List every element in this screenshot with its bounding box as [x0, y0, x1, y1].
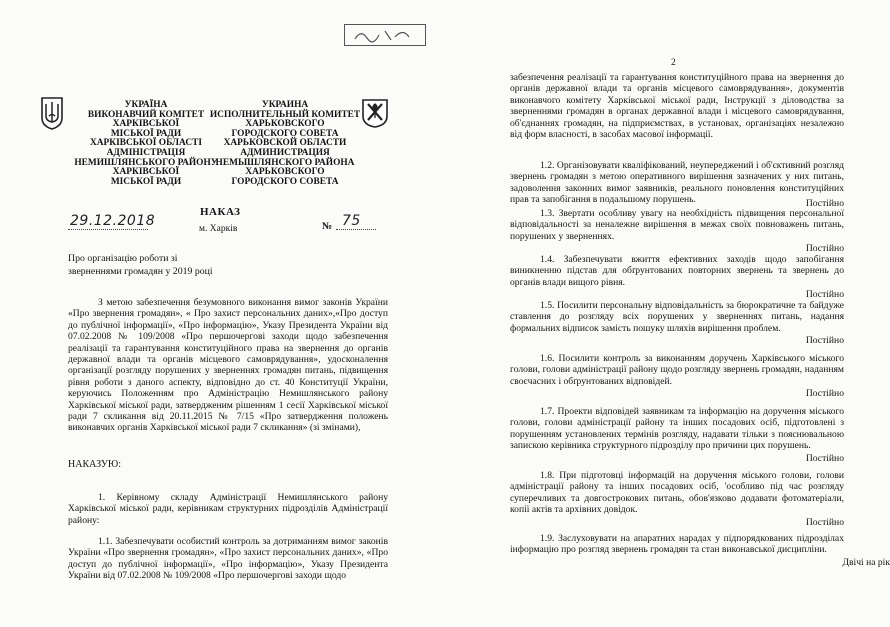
document-type-title: НАКАЗ	[200, 206, 241, 218]
city-label: м. Харків	[199, 224, 238, 234]
order-subject	[68, 253, 213, 278]
date-underline	[68, 229, 148, 230]
term-label: Постійно	[805, 289, 844, 300]
number-underline	[336, 229, 376, 230]
term-label: Постійно	[805, 243, 844, 254]
page-number: 2	[671, 58, 676, 68]
header-ru-line: ГОРОДСКОГО СОВЕТА	[231, 176, 339, 187]
subject-line: Про організацію роботи зі	[68, 253, 178, 264]
header-ua-line: НЕМИШЛЯНСЬКОГО РАЙОНУ	[74, 157, 218, 168]
header-ua-line: УКРАЇНА	[124, 100, 168, 110]
header-ru-line: НЕМЫШЛЯНСКОГО РАЙОНА	[215, 157, 355, 168]
header-ua-line: АДМІНІСТРАЦІЯ	[106, 147, 186, 158]
term-label: Постійно	[805, 388, 844, 399]
header-ua-line: ВИКОНАВЧИЙ КОМІТЕТ	[87, 109, 205, 120]
term-label: Постійно	[805, 335, 844, 346]
header-ru-line: УКРАИНА	[261, 100, 309, 110]
order-command-word: НАКАЗУЮ:	[68, 459, 121, 470]
order-item-1-6: 1.6. Посилити контроль за виконанням доручень Харківського міського голови, голови адміністрації району щодо розгляду звернень громадян, наданням своєчасних і обґрунтованих відповідей.	[510, 353, 844, 387]
registration-stamp	[344, 24, 426, 46]
number-sign: №	[322, 221, 333, 232]
header-ru-line: ГОРОДСКОГО СОВЕТА	[231, 128, 339, 139]
header-ua-line: МІСЬКОЇ РАДИ	[110, 176, 182, 187]
order-item-1-8: 1.8. При підготовці інформацій на доручення міського голови, голови адміністрації району та інших посадових осіб, 'особливо під час розгляду суперечливих та довгострокових питань, обов'язково додавати фотоматеріали, копії актів та архівних довідок.	[510, 470, 844, 516]
preamble-paragraph: З метою забезпечення безумовного виконання вимог законів України «Про звернення громадян», « Про захист персональних даних»,«Про доступ до публічної інформації», «Про інформацію», Указу Президента України від 07.02.2008 № 109/2008 «Про першочергові заходи щодо забезпечення реалізації та гарантування конституційного права на звернення до органів державної влади та органів місцевого самоврядування», удосконалення організації розгляду порушених у зверненнях громадян питань, підвищення рівня роботи з даного аспекту, відповідно до ст. 40 Конституції України, керуючись Положенням про Адміністрацію Немишлянського району Харківської міської ради, затвердженим рішенням 1 сесії Харківської міської ради 7 скликання від 20.11.2015 № 7/15 «Про затвердження положень виконавчих органів Харківської міської ради 7 скликання» (зі змінами),	[68, 297, 388, 434]
header-ua-line: ХАРКІВСЬКОЇ	[112, 119, 180, 130]
header-ru-line: ХАРЬКОВСКОГО	[245, 167, 325, 178]
term-label: Постійно	[805, 453, 844, 464]
header-ru	[200, 101, 370, 187]
header-ua-line: ХАРКІВСЬКОЇ ОБЛАСТІ	[90, 138, 202, 149]
page-2	[445, 0, 890, 627]
order-item-1-1: 1.1. Забезпечувати особистий контроль за дотриманням вимог законів України «Про звернення громадян», «Про захист персональних даних», «Про доступ до публічної інформації», «Про інформацію», Указу Президента України від 07.02.2008 № 109/2008 «Про першочергові заходи щодо	[68, 536, 388, 582]
handwritten-number: 75	[342, 213, 361, 229]
header-ru-line: АДМИНИСТРАЦИЯ	[240, 147, 330, 158]
header-ua-line: ХАРКІВСЬКОЇ	[112, 167, 180, 178]
header-ru-line: ХАРЬКОВСКОЙ ОБЛАСТИ	[223, 138, 347, 149]
term-label: Постійно	[805, 198, 844, 209]
header-ru-line: ХАРЬКОВСКОГО	[245, 119, 325, 130]
order-item-1: 1. Керівному складу Адміністрації Немишлянського району Харківської міської ради, керівникам структурних підрозділів Адміністрації району:	[68, 492, 388, 526]
term-label-last: Двічі на рік	[842, 557, 890, 568]
order-item-1-7: 1.7. Проекти відповідей заявникам та інформацію на доручення міського голови, голови адміністрації району та інших посадових осіб, підготовлені з порушенням установлених термінів розгляду, надавати тільки з пояснювальною запискою керівника структурного підрозділу про причини цих порушень.	[510, 406, 844, 452]
order-item-1-4: 1.4. Забезпечувати вжиття ефективних заходів щодо запобігання виникненню підстав для обґрунтованих повторних звернень та звернень до органів влади вищого рівня.	[510, 254, 844, 288]
continuation-paragraph: забезпечення реалізації та гарантування конституційного права на звернення до органів державної влади та органів місцевого самоврядування», документів виконавчого комітету Харківської міської ради, Інструкції з діловодства за зверненнями громадян в органах державної влади і місцевого самоврядування, об'єднаннях громадян, на підприємствах, в установах, організаціях незалежно від форм власності, в засобах масової інформації.	[510, 72, 844, 141]
handwritten-date: 29.12.2018	[70, 213, 156, 229]
stamp-scribble-icon	[345, 25, 425, 45]
header-ua-line: МІСЬКОЇ РАДИ	[110, 128, 182, 139]
order-item-1-5: 1.5. Посилити персональну відповідальність за бюрократичне та байдуже ставлення до розгляду всіх порушених у зверненнях питань, надання формальних відписок замість пошуку шляхів вирішення проблем.	[510, 300, 844, 334]
city-coat-of-arms-icon	[361, 98, 389, 128]
term-label: Постійно	[805, 517, 844, 528]
order-item-1-9: 1.9. Заслуховувати на апаратних нарадах у підпорядкованих підрозділах інформацію про розгляд звернень громадян та стан виконавської дисципліни.	[510, 533, 844, 556]
subject-line: зверненнями громадян у 2019 році	[68, 265, 213, 277]
order-item-1-3: 1.3. Звертати особливу увагу на необхідність підвищення персональної відповідальності за неналежне вирішення в межах своїх повноважень питань, порушених у зверненнях.	[510, 208, 844, 242]
order-item-1-2: 1.2. Організовувати кваліфікований, неупереджений і об'єктивний розгляд звернень громадян з метою оперативного вирішення зазначених у них питань, задоволення законних вимог заявників, реального поновлення конституційних прав та запобігання в подальшому порушень.	[510, 160, 844, 206]
header-ru-line: ИСПОЛНИТЕЛЬНЫЙ КОМИТЕТ	[209, 109, 361, 120]
